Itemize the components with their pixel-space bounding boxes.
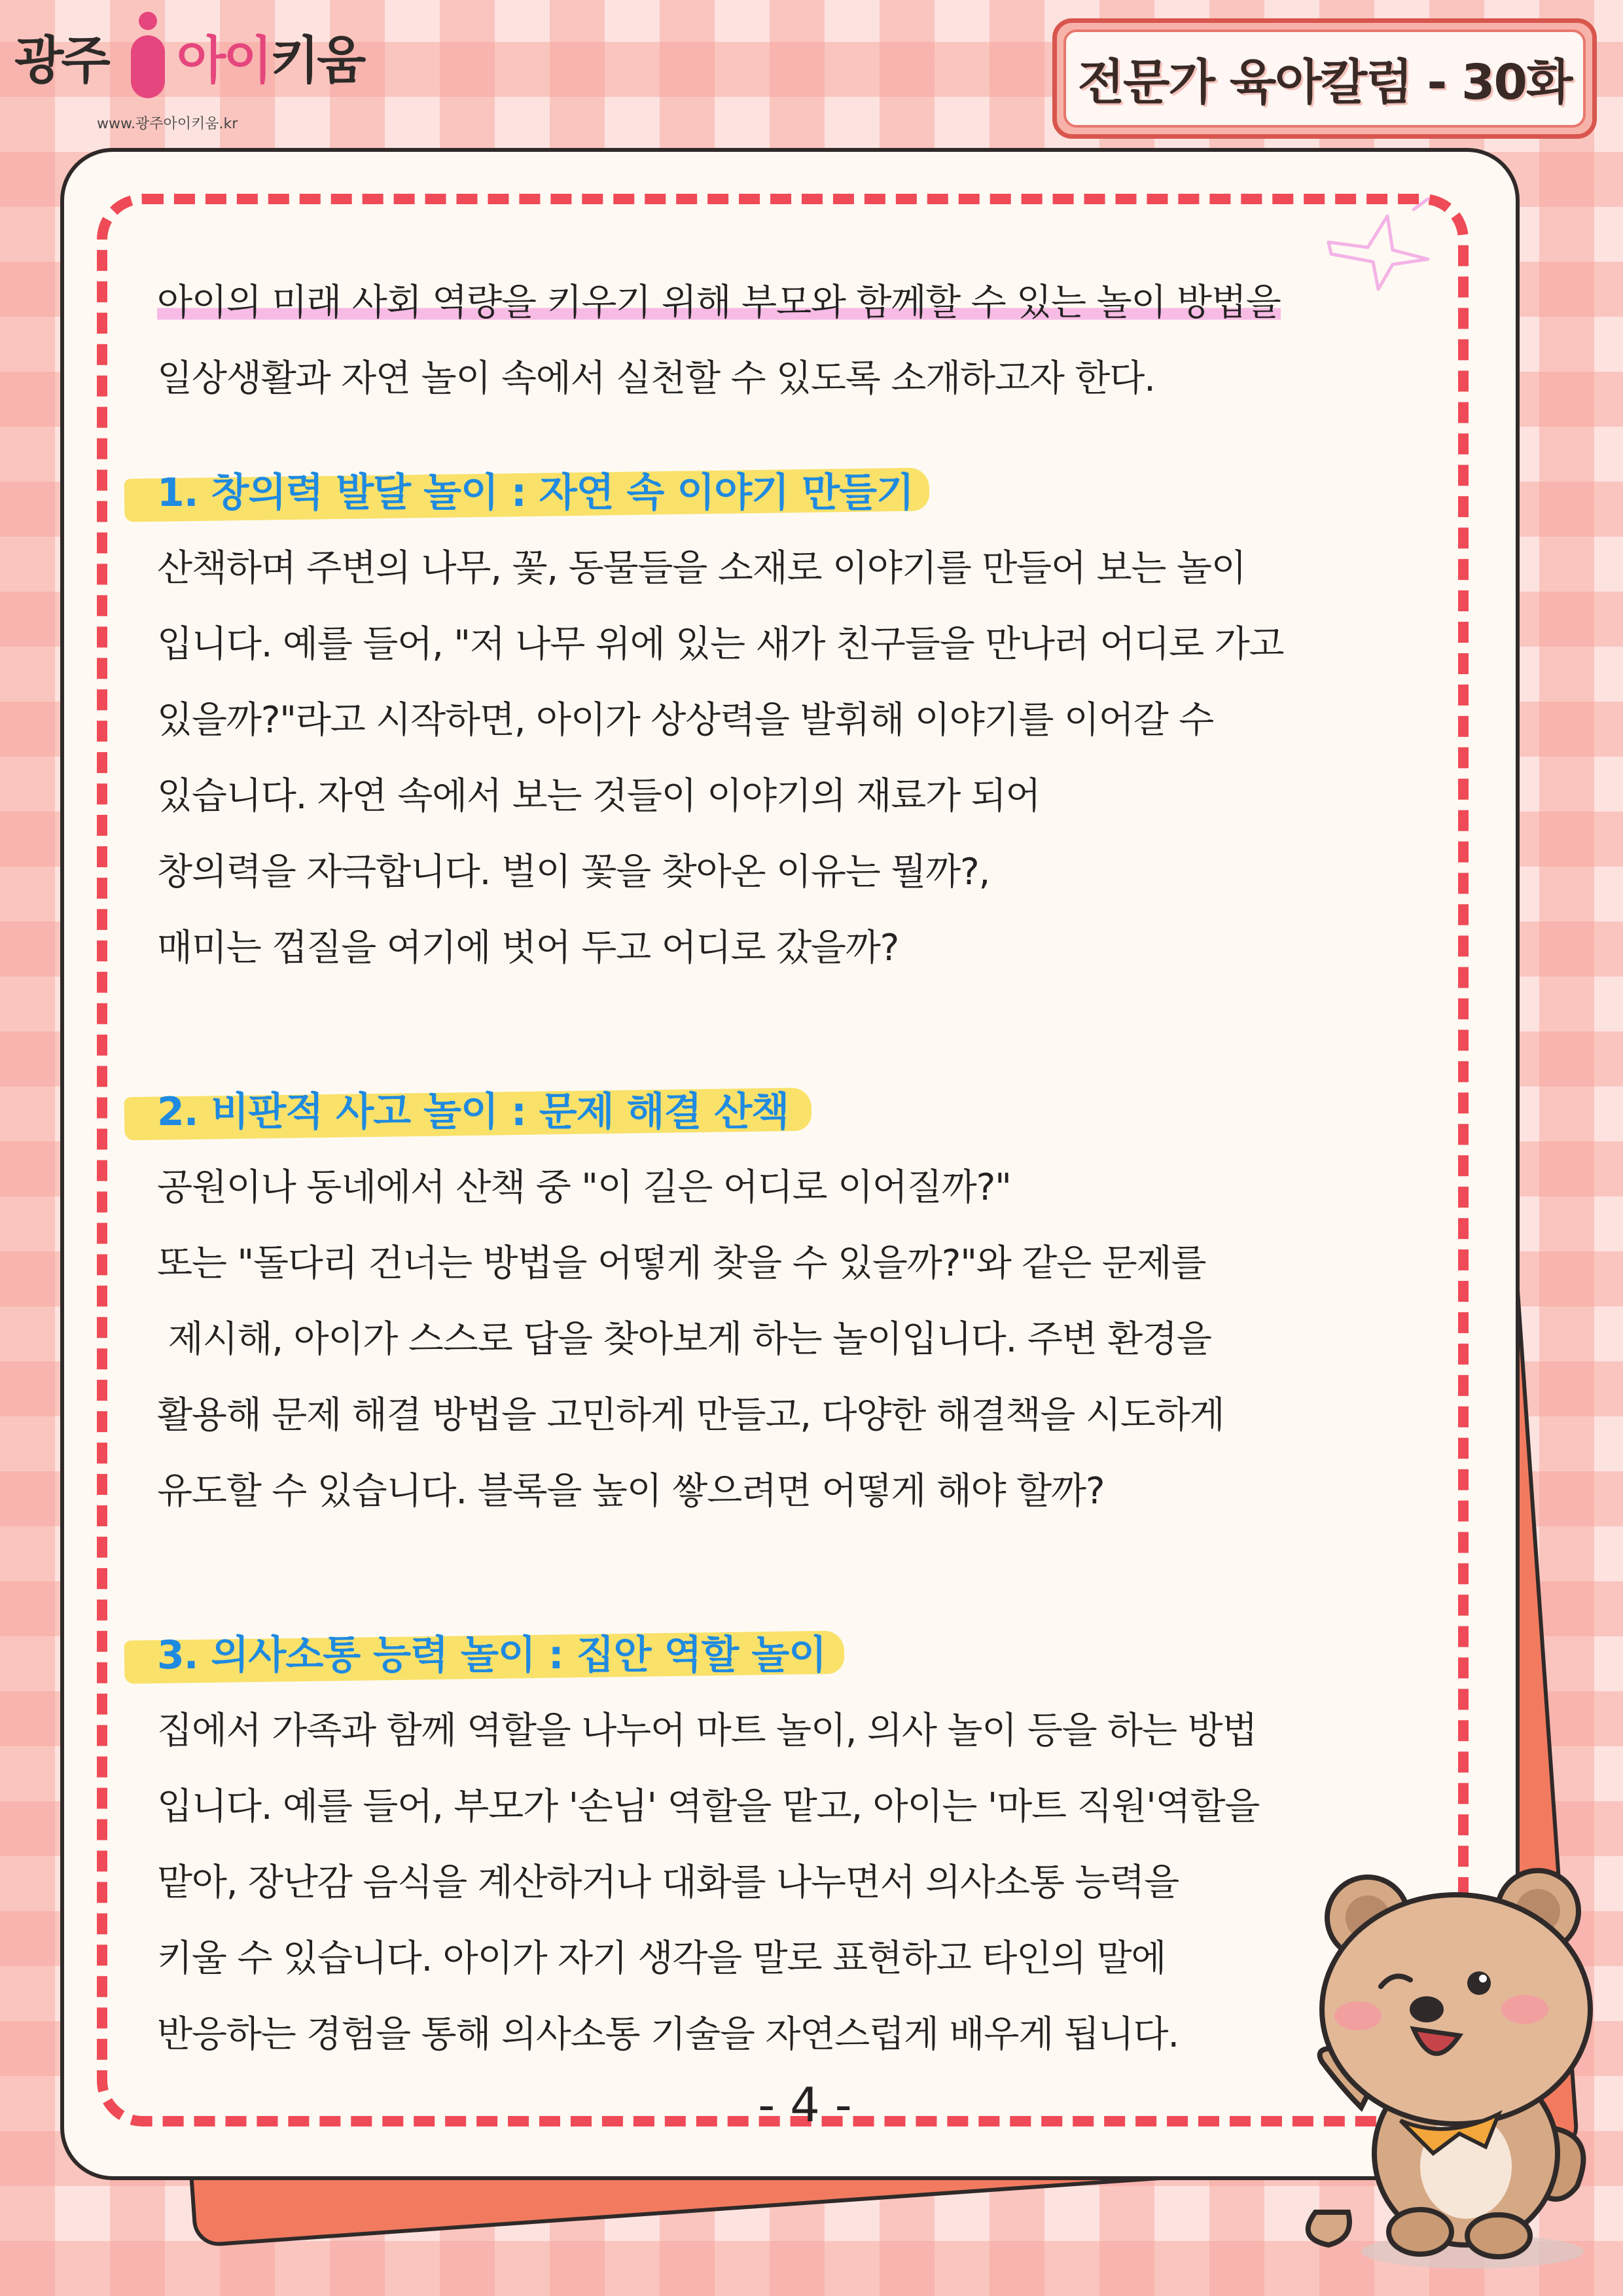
intro-line-2: 일상생활과 자연 놀이 속에서 실천할 수 있도록 소개하고자 한다.	[157, 357, 1155, 400]
section-1-line: 있을까?"라고 시작하면, 아이가 상상력을 발휘해 이야기를 이어갈 수	[157, 699, 1214, 742]
section-3-line: 집에서 가족과 함께 역할을 나누어 마트 놀이, 의사 놀이 등을 하는 방법	[157, 1710, 1257, 1752]
section-3-line: 반응하는 경험을 통해 의사소통 기술을 자연스럽게 배우게 됩니다.	[157, 2013, 1179, 2056]
section-2-line: 제시해, 아이가 스스로 답을 찾아보게 하는 놀이입니다. 주변 환경을	[157, 1318, 1211, 1361]
logo	[12, 9, 365, 134]
section-3-heading: 3. 의사소통 능력 놀이 : 집안 역할 놀이	[157, 1617, 1440, 1693]
section-3-line: 맡아, 장난감 음식을 계산하거나 대화를 나누면서 의사소통 능력을	[157, 1861, 1179, 1904]
logo-pink-text: 아이	[177, 31, 270, 90]
logo-left-text: 광주	[14, 31, 108, 90]
section-2-line: 공원이나 동네에서 산책 중 "이 길은 어디로 이어질까?"	[157, 1166, 1011, 1209]
section-2-heading: 2. 비판적 사고 놀이 : 문제 해결 산책	[157, 1074, 1440, 1150]
section-2-line: 또는 "돌다리 건너는 방법을 어떻게 찾을 수 있을까?"와 같은 문제를	[157, 1242, 1206, 1285]
spacer	[157, 986, 1440, 1074]
spacer	[157, 1530, 1440, 1617]
section-1-line: 입니다. 예를 들어, "저 나무 위에 있는 새가 친구들을 만나러 어디로 가고	[157, 623, 1284, 666]
column-title: 전문가 육아칼럼 - 30화	[1077, 54, 1572, 111]
section-1-line: 창의력을 자극합니다. 벌이 꽃을 찾아온 이유는 뭘까?,	[157, 851, 990, 893]
article-content	[157, 265, 1440, 2073]
column-badge	[1052, 18, 1597, 139]
section-1-line: 매미는 껍질을 여기에 벗어 두고 어디로 갔을까?	[157, 927, 899, 969]
section-3-line: 키울 수 있습니다. 아이가 자기 생각을 말로 표현하고 타인의 말에	[157, 1937, 1166, 1980]
spacer	[157, 417, 1440, 455]
section-1-line: 산책하며 주변의 나무, 꽃, 동물들을 소재로 이야기를 만들어 보는 놀이	[157, 547, 1246, 590]
column-badge-inner	[1063, 29, 1586, 128]
section-3-line: 입니다. 예를 들어, 부모가 '손님' 역할을 맡고, 아이는 '마트 직원'역할을	[157, 1785, 1260, 1828]
bear-mascot-icon	[1302, 1846, 1610, 2278]
section-1-line: 있습니다. 자연 속에서 보는 것들이 이야기의 재료가 되어	[157, 775, 1041, 817]
section-2-line: 유도할 수 있습니다. 블록을 높이 쌓으려면 어떻게 해야 할까?	[157, 1470, 1105, 1513]
logo-url: www.광주아이키움.kr	[97, 116, 238, 132]
section-2-line: 활용해 문제 해결 방법을 고민하게 만들고, 다양한 해결책을 시도하게	[157, 1394, 1224, 1437]
page-number: - 4 -	[758, 2077, 852, 2132]
logo-dark-text: 키움	[270, 31, 364, 90]
section-1-heading: 1. 창의력 발달 놀이 : 자연 속 이야기 만들기	[157, 455, 1440, 531]
logo-right-text	[177, 31, 364, 90]
intro-line-1: 아이의 미래 사회 역량을 키우기 위해 부모와 함께할 수 있는 놀이 방법을	[157, 281, 1281, 324]
pink-i-person-icon	[116, 9, 179, 101]
